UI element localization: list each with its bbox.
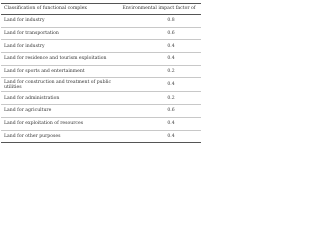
table-row	[1, 92, 201, 105]
row-value: 0.2	[119, 65, 201, 78]
header-impact-factor: Environmental impact factor of	[119, 4, 201, 15]
header-classification: Classification of functional complex	[1, 4, 119, 15]
row-label: Land for residence and tourism exploitation	[1, 53, 119, 66]
row-label: Land for other purposes	[1, 130, 119, 143]
header-row	[1, 4, 201, 15]
row-label: Land for construction and treatment of public utilities	[1, 78, 119, 92]
table-row	[1, 130, 201, 143]
row-value: 0.4	[119, 40, 201, 53]
table-row	[1, 105, 201, 118]
row-value: 0.4	[119, 78, 201, 92]
row-label: Land for industry	[1, 40, 119, 53]
table-row	[1, 65, 201, 78]
row-value: 0.6	[119, 105, 201, 118]
row-label: Land for transportation	[1, 27, 119, 40]
row-value: 0.4	[119, 53, 201, 66]
table-body	[1, 15, 201, 143]
table-row	[1, 15, 201, 28]
row-value: 0.8	[119, 15, 201, 28]
row-value: 0.6	[119, 27, 201, 40]
table-row	[1, 53, 201, 66]
row-value: 0.2	[119, 92, 201, 105]
row-label: Land for agriculture	[1, 105, 119, 118]
row-label: Land for industry	[1, 15, 119, 28]
row-label: Land for administration	[1, 92, 119, 105]
row-label: Land for sports and entertainment	[1, 65, 119, 78]
table-row	[1, 117, 201, 130]
table-row	[1, 78, 201, 92]
row-value: 0.4	[119, 117, 201, 130]
data-table-container	[0, 0, 202, 149]
impact-factor-table	[1, 3, 201, 143]
row-value: 0.4	[119, 130, 201, 143]
row-label: Land for exploitation of resources	[1, 117, 119, 130]
table-header	[1, 4, 201, 15]
table-row	[1, 40, 201, 53]
table-row	[1, 27, 201, 40]
